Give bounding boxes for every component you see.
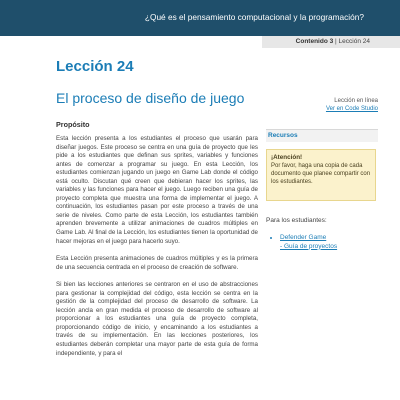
sidebar	[266, 97, 378, 251]
tab-separator: |	[333, 38, 339, 45]
paragraph: Si bien las lecciones anteriores se centraron en el uso de abstracciones para gestionar la complejidad del código, esta lección se centra en la gestión de la complejidad del proceso de desarrollo de software. La lección ancla en gran medida el proceso de desarrollo de software al proporcionar a los estudiantes una guía de proyecto completa, proporcionando código de inicio, y encaminando a los estudiantes a través de su implementación. En las lecciones posteriores, los estudiantes deberán completar una mayor parte de esta guía de forma independiente, y para el	[56, 281, 258, 357]
attention-title: ¡Atención!	[271, 154, 303, 161]
content-label: Contenido 3	[295, 38, 334, 45]
page-title: El proceso de diseño de juego	[56, 90, 245, 106]
paragraph: Esta lección presenta a los estudiantes el proceso que usarán para diseñar juegos. Este proceso se centra en una guía de proyecto que les pide a los estudiantes que definan sus sprites, variables y funciones antes de comenzar a programar su juego. En esta Lección, los estudiantes comienzan jugando un juego en Game Lab donde el código está oculto. Discutan qué creen que debieran hacer los sprites, las variables y las funciones para hacer el juego. Luego reciben una guía de proyecto completa que muestra una forma de implementar el juego. A continuación, los estudiantes pasan por este proceso a través de una serie de niveles. Como parte de esta Lección, los estudiantes también aprenden brevemente a utilizar animaciones de cuadros múltiples en Game Lab. Al final de la Lección, los estudiantes tienen la oportunidad de hacer mejoras en el juego para hacerlo suyo.	[56, 135, 258, 245]
header-bar	[0, 0, 400, 36]
main-content	[56, 120, 258, 367]
attention-body: Por favor, haga una copia de cada documento que planee compartir con los estudiantes.	[271, 163, 371, 185]
resources-heading: Recursos	[266, 129, 378, 142]
defender-game-link[interactable]: Defender Game	[280, 234, 327, 241]
project-guide-link[interactable]: - Guía de proyectos	[280, 242, 338, 250]
section-heading-purpose: Propósito	[56, 120, 90, 129]
course-title: ¿Qué es el pensamiento computacional y la programación?	[144, 12, 364, 22]
online-lesson-label: Lección en línea	[334, 98, 378, 104]
student-resource-list	[266, 234, 378, 251]
code-studio-link[interactable]: Ver en Code Studio	[325, 106, 378, 112]
lesson-label: Lección 24	[338, 38, 370, 45]
online-lesson-block	[266, 97, 378, 113]
paragraph: Esta Lección presenta animaciones de cuadros múltiples y es la primera de una secuencia centrada en el proceso de creación de software.	[56, 255, 258, 271]
list-item	[280, 234, 378, 251]
content-tab	[262, 36, 400, 48]
for-students-label: Para los estudiantes:	[266, 217, 327, 224]
attention-callout	[266, 149, 376, 201]
lesson-number: Lección 24	[56, 58, 134, 75]
